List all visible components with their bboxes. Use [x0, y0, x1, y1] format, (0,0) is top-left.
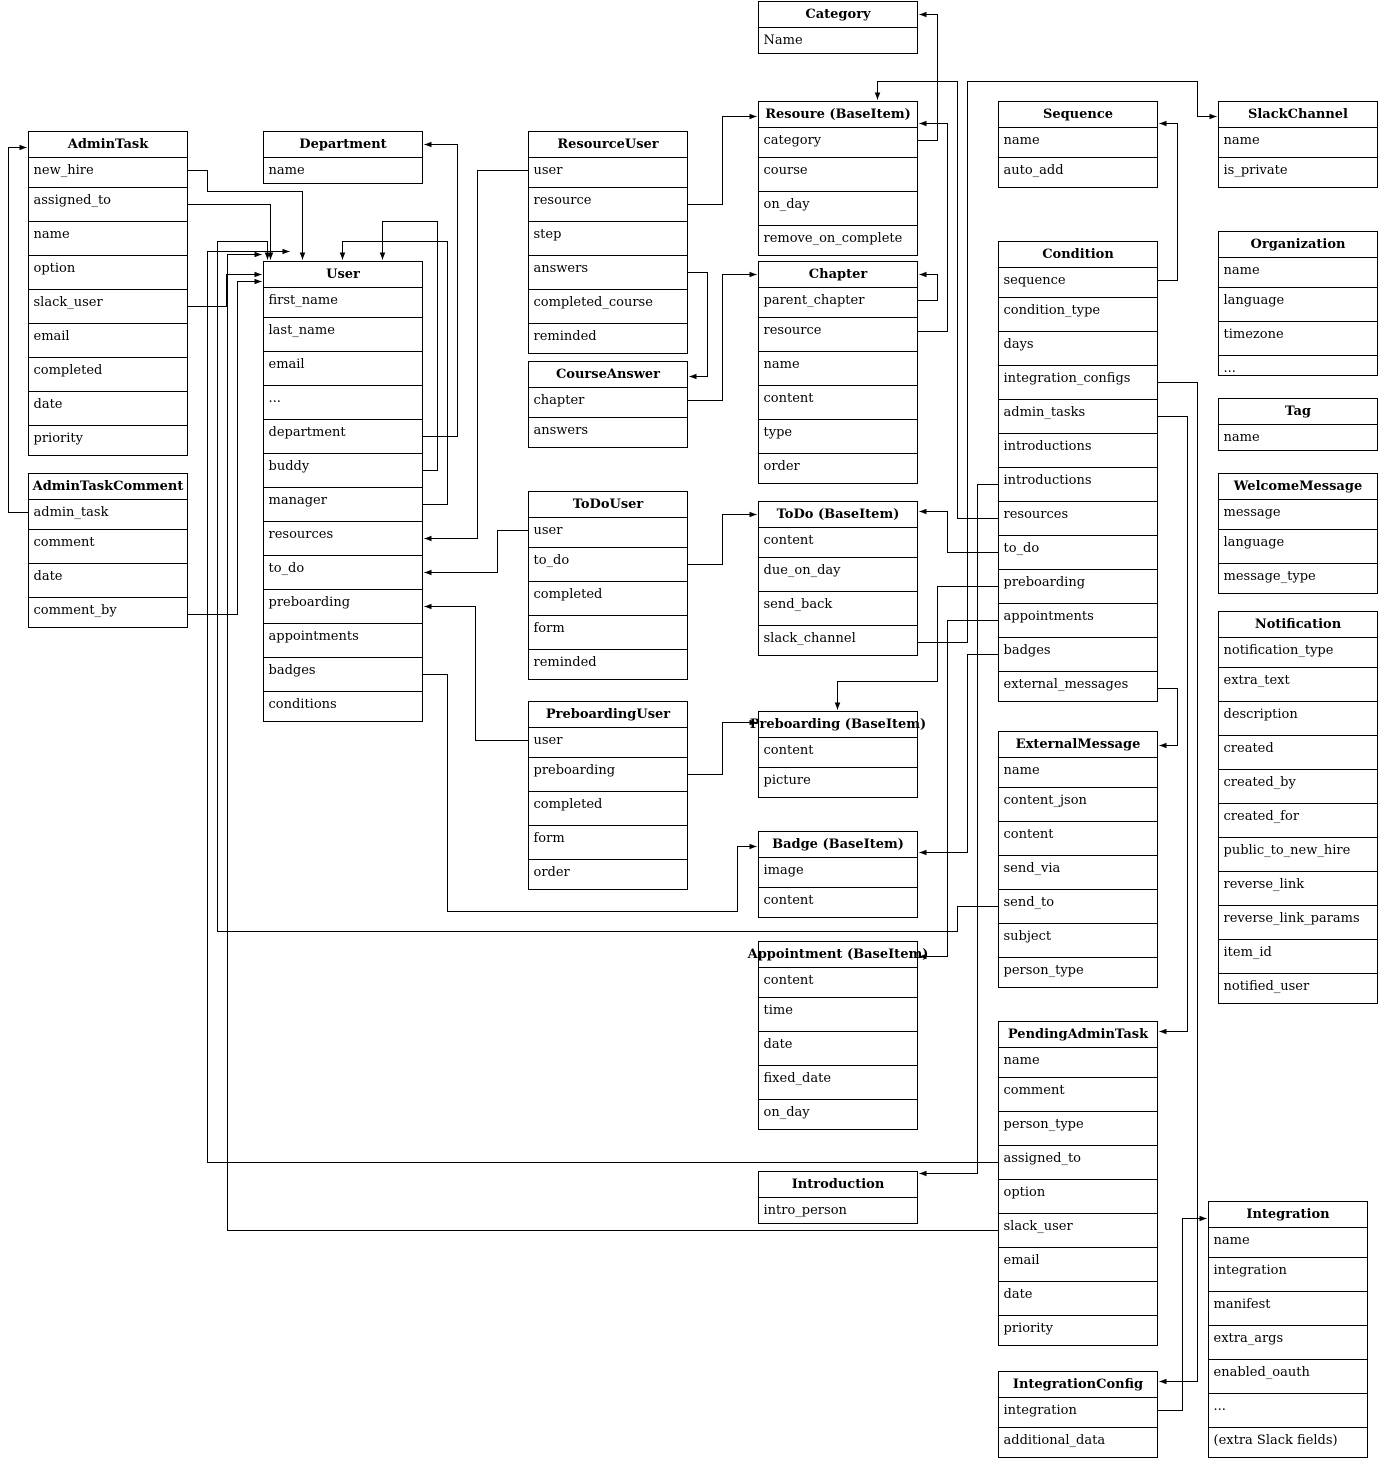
field-conditions: conditions — [268, 697, 337, 712]
relationship-arrow — [688, 275, 757, 401]
entity-box — [529, 702, 688, 890]
field-answers: answers — [533, 423, 589, 438]
entity-title: AdminTaskComment — [32, 479, 184, 494]
relationship-arrow — [688, 117, 757, 205]
field-on-day: on_day — [763, 197, 810, 212]
entity-title: SlackChannel — [1247, 107, 1349, 122]
field-subject: subject — [1003, 929, 1052, 944]
entity-admintask — [29, 132, 188, 456]
relationship-arrow — [1158, 383, 1198, 1382]
field-fixed-date: fixed_date — [763, 1071, 832, 1086]
field-image: image — [763, 863, 804, 878]
field-preboarding: preboarding — [1003, 575, 1086, 590]
entity-externalmessage — [999, 732, 1158, 988]
field-answers: answers — [533, 261, 589, 276]
field-resource: resource — [763, 323, 822, 338]
entity-title: Introduction — [791, 1177, 885, 1192]
entity-title: Badge (BaseItem) — [772, 837, 904, 852]
field-preboarding: preboarding — [533, 763, 616, 778]
field-option: option — [33, 261, 76, 276]
field-created-by: created_by — [1223, 775, 1296, 790]
entity-title: PendingAdminTask — [1007, 1027, 1149, 1042]
field-assigned-to: assigned_to — [33, 193, 112, 208]
entity-courseanswer — [529, 362, 688, 448]
entity-preboardinguser — [529, 702, 688, 890]
field-slack-user: slack_user — [1003, 1219, 1073, 1234]
field-content: content — [763, 533, 814, 548]
relationship-arrow — [920, 485, 999, 1174]
field-item-id: item_id — [1223, 945, 1272, 960]
field-comment: comment — [33, 535, 95, 550]
relationship-arrow — [918, 15, 938, 141]
field-days: days — [1003, 337, 1034, 352]
field-name: name — [33, 227, 70, 242]
field-notification-type: notification_type — [1223, 643, 1334, 658]
field-first-name: first_name — [268, 293, 338, 308]
entity-box — [529, 492, 688, 680]
entity-preboarding — [750, 712, 926, 798]
field-time: time — [763, 1003, 793, 1018]
entity-sequence — [999, 102, 1158, 188]
entity-department — [264, 132, 423, 184]
field-reverse-link: reverse_link — [1223, 877, 1305, 892]
relationship-arrow — [688, 723, 757, 775]
entity-appointment — [747, 942, 929, 1130]
entity-title: Condition — [1042, 247, 1114, 262]
entity-title: Tag — [1285, 404, 1311, 419]
field-message: message — [1223, 505, 1281, 520]
relationship-arrow — [920, 512, 999, 553]
field-chapter: chapter — [533, 393, 585, 408]
field-name: name — [1003, 133, 1040, 148]
entity-title: PreboardingUser — [545, 707, 671, 722]
field-to-do: to_do — [1003, 541, 1040, 556]
entity-admintaskcomment — [29, 474, 188, 628]
entity-title: Chapter — [808, 267, 868, 282]
field-slack-channel: slack_channel — [763, 631, 856, 646]
entity-title: Integration — [1246, 1207, 1330, 1222]
field-order: order — [763, 459, 800, 474]
field-message-type: message_type — [1223, 569, 1316, 584]
entity-resourceuser — [529, 132, 688, 354]
entity-badge — [759, 832, 918, 918]
entity-welcomemessage — [1219, 474, 1378, 594]
field-reminded: reminded — [533, 655, 597, 670]
entity-integrationconfig — [999, 1372, 1158, 1458]
field-external-messages: external_messages — [1003, 677, 1129, 692]
relationship-arrow — [188, 275, 262, 307]
entity-title: Department — [299, 137, 387, 152]
field-notified-user: notified_user — [1223, 979, 1310, 994]
entity-condition — [999, 242, 1158, 702]
field-integration: integration — [1213, 1263, 1287, 1278]
field-user: user — [533, 733, 563, 748]
entity-title: Notification — [1254, 617, 1342, 632]
relationship-arrow — [188, 282, 262, 615]
entity-tag — [1219, 399, 1378, 451]
field-extra-args: extra_args — [1213, 1331, 1284, 1346]
field-name: name — [1213, 1233, 1250, 1248]
field-badges: badges — [1003, 643, 1051, 658]
field-manifest: manifest — [1213, 1297, 1271, 1312]
field-integration: integration — [1003, 1403, 1077, 1418]
field-name: name — [1223, 133, 1260, 148]
relationship-arrow — [9, 148, 29, 513]
field-name: name — [1223, 430, 1260, 445]
entity-box — [759, 942, 918, 1130]
field-priority: priority — [33, 431, 83, 446]
field-name: Name — [763, 33, 803, 48]
field-content: content — [763, 893, 814, 908]
field-reminded: reminded — [533, 329, 597, 344]
field-form: form — [533, 621, 565, 636]
entity-title: Category — [805, 7, 871, 22]
field-sequence: sequence — [1003, 273, 1066, 288]
relationship-arrow — [688, 515, 757, 565]
entity-introduction — [759, 1172, 918, 1224]
entity-organization — [1219, 232, 1378, 377]
relationship-arrow — [1158, 124, 1178, 281]
field-created-for: created_for — [1223, 809, 1300, 824]
entity-title: ResourceUser — [557, 137, 659, 152]
field-manager: manager — [268, 493, 327, 508]
entity-title: ToDoUser — [572, 497, 644, 512]
relationship-arrow — [423, 145, 458, 437]
field-is-private: is_private — [1223, 163, 1288, 178]
field-admin-tasks: admin_tasks — [1003, 405, 1086, 420]
entity-title: ToDo (BaseItem) — [776, 507, 900, 522]
field-badges: badges — [268, 663, 316, 678]
entity-title: User — [326, 267, 360, 282]
field-person-type: person_type — [1003, 1117, 1084, 1132]
entity-title: Resoure (BaseItem) — [765, 107, 911, 122]
field-comment-by: comment_by — [33, 603, 117, 618]
field-name: name — [1223, 263, 1260, 278]
entity-title: Sequence — [1042, 107, 1114, 122]
field-resource: resource — [533, 193, 592, 208]
relationship-arrow — [688, 273, 708, 377]
field-content-json: content_json — [1003, 793, 1087, 808]
field--: ... — [268, 391, 281, 406]
field-user: user — [533, 523, 563, 538]
field-last-name: last_name — [268, 323, 335, 338]
field-resources: resources — [1003, 507, 1069, 522]
entity-todo — [759, 502, 918, 656]
field-priority: priority — [1003, 1321, 1053, 1336]
field-public-to-new-hire: public_to_new_hire — [1223, 843, 1351, 858]
field-completed: completed — [533, 587, 603, 602]
field-preboarding: preboarding — [268, 595, 351, 610]
field-parent-chapter: parent_chapter — [763, 293, 865, 308]
field-picture: picture — [763, 773, 811, 788]
field-to-do: to_do — [533, 553, 570, 568]
field-email: email — [268, 357, 305, 372]
field-introductions: introductions — [1003, 473, 1092, 488]
entity-title: IntegrationConfig — [1012, 1377, 1144, 1392]
field-date: date — [33, 569, 63, 584]
relationship-arrow — [920, 655, 999, 853]
field-resources: resources — [268, 527, 334, 542]
field-user: user — [533, 163, 563, 178]
relationship-arrow — [1158, 417, 1188, 1032]
entity-title: AdminTask — [67, 137, 149, 152]
relationship-arrow — [425, 607, 529, 741]
entity-integration — [1209, 1202, 1368, 1458]
entity-slackchannel — [1219, 102, 1378, 188]
field-due-on-day: due_on_day — [763, 563, 841, 578]
relationship-arrow — [1158, 689, 1178, 746]
field-admin-task: admin_task — [33, 505, 109, 520]
field-content: content — [1003, 827, 1054, 842]
entity-notification — [1219, 612, 1378, 1004]
relationship-arrow — [425, 531, 529, 573]
field-order: order — [533, 865, 570, 880]
field-type: type — [763, 425, 793, 440]
entity-resource — [759, 102, 918, 256]
field-date: date — [1003, 1287, 1033, 1302]
entity-user — [264, 262, 423, 722]
field-send-back: send_back — [763, 597, 833, 612]
entity-title: Appointment (BaseItem) — [747, 947, 929, 962]
field-created: created — [1223, 741, 1274, 756]
relationship-arrow — [425, 171, 529, 539]
entity-title: Organization — [1250, 237, 1346, 252]
field--: ... — [1213, 1399, 1226, 1414]
field-remove-on-complete: remove_on_complete — [763, 231, 903, 246]
field-name: name — [268, 163, 305, 178]
field-send-via: send_via — [1003, 861, 1061, 876]
field-intro-person: intro_person — [763, 1203, 847, 1218]
field-comment: comment — [1003, 1083, 1065, 1098]
field-name: name — [1003, 1053, 1040, 1068]
entity-boxes — [29, 2, 1378, 1458]
field-enabled-oauth: enabled_oauth — [1213, 1365, 1310, 1380]
relationship-arrow — [918, 275, 938, 301]
field-language: language — [1223, 535, 1285, 550]
entity-category — [759, 2, 918, 54]
entity-title: ExternalMessage — [1015, 737, 1141, 752]
field--: ... — [1223, 361, 1236, 376]
field--extra-slack-fields-: (extra Slack fields) — [1213, 1433, 1338, 1448]
field-buddy: buddy — [268, 459, 310, 474]
field-integration-configs: integration_configs — [1003, 371, 1131, 386]
field-description: description — [1223, 707, 1298, 722]
field-form: form — [533, 831, 565, 846]
field-introductions: introductions — [1003, 439, 1092, 454]
field-option: option — [1003, 1185, 1046, 1200]
entity-title: WelcomeMessage — [1233, 479, 1363, 494]
entity-title: CourseAnswer — [555, 367, 661, 382]
entity-title: Preboarding (BaseItem) — [749, 717, 927, 732]
field-completed: completed — [33, 363, 103, 378]
field-person-type: person_type — [1003, 963, 1084, 978]
field-course: course — [763, 163, 808, 178]
field-completed: completed — [533, 797, 603, 812]
field-on-day: on_day — [763, 1105, 810, 1120]
entity-todouser — [529, 492, 688, 680]
field-timezone: timezone — [1223, 327, 1284, 342]
field-department: department — [268, 425, 346, 440]
field-send-to: send_to — [1003, 895, 1055, 910]
field-step: step — [533, 227, 562, 242]
field-assigned-to: assigned_to — [1003, 1151, 1082, 1166]
field-category: category — [763, 133, 822, 148]
field-new-hire: new_hire — [33, 163, 94, 178]
field-content: content — [763, 973, 814, 988]
field-completed-course: completed_course — [533, 295, 653, 310]
field-extra-text: extra_text — [1223, 673, 1290, 688]
field-language: language — [1223, 293, 1285, 308]
field-name: name — [763, 357, 800, 372]
field-reverse-link-params: reverse_link_params — [1223, 911, 1360, 926]
entity-chapter — [759, 262, 918, 484]
field-condition-type: condition_type — [1003, 303, 1101, 318]
field-name: name — [1003, 763, 1040, 778]
field-appointments: appointments — [1003, 609, 1094, 624]
field-auto-add: auto_add — [1003, 163, 1064, 178]
field-content: content — [763, 391, 814, 406]
field-content: content — [763, 743, 814, 758]
field-email: email — [1003, 1253, 1040, 1268]
field-date: date — [763, 1037, 793, 1052]
field-email: email — [33, 329, 70, 344]
field-appointments: appointments — [268, 629, 359, 644]
field-additional-data: additional_data — [1003, 1433, 1106, 1448]
entity-pendingadmintask — [999, 1022, 1158, 1346]
field-to-do: to_do — [268, 561, 305, 576]
field-slack-user: slack_user — [33, 295, 103, 310]
field-date: date — [33, 397, 63, 412]
